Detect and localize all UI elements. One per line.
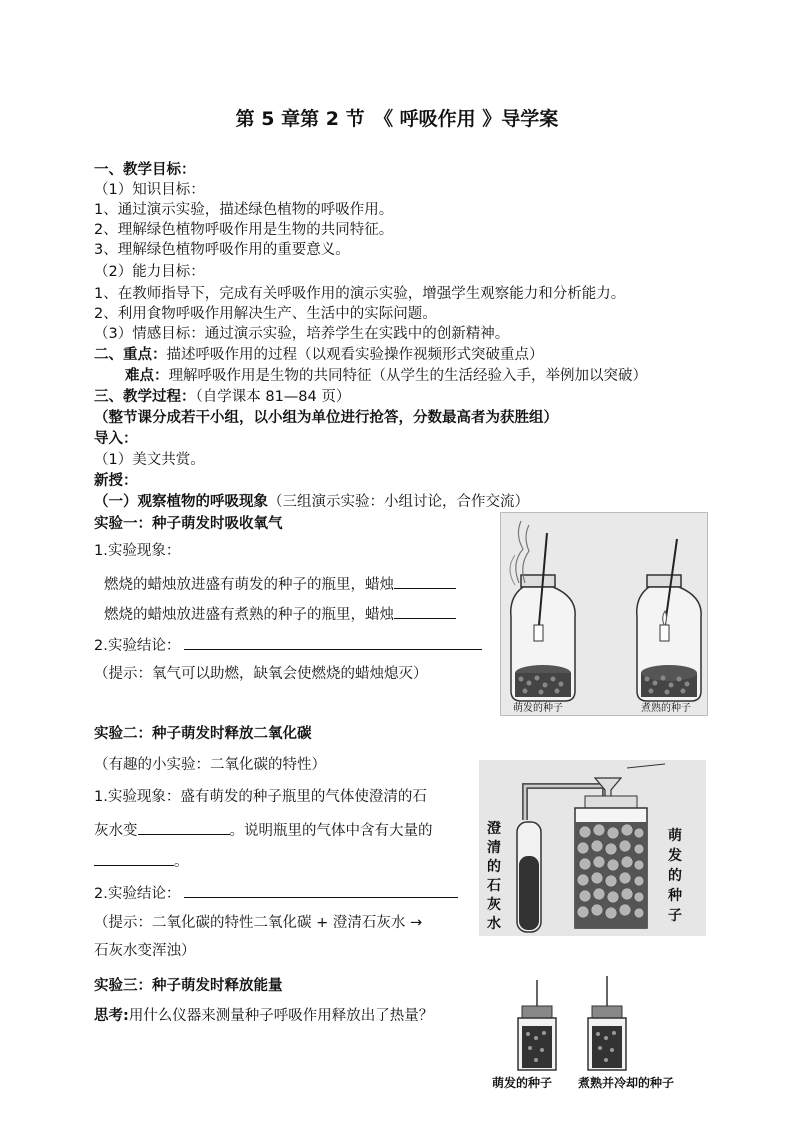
exp1-conclusion-label: 2.实验结论： [94, 638, 181, 654]
teaching-process-label: 三、教学过程： [94, 389, 196, 405]
knowledge-goal-3: 3、理解绿色植物呼吸作用的重要意义。 [94, 242, 350, 258]
jars-candle-illustration [501, 513, 707, 715]
knowledge-goal-2: 2、理解绿色植物呼吸作用是生物的共同特征。 [94, 222, 394, 238]
label-limewater [487, 820, 505, 934]
exp3-caption-left: 萌发的种子 [492, 1076, 553, 1090]
exp2-phenomenon-1: 1.实验现象：盛有萌发的种子瓶里的气体使澄清的石 [94, 789, 427, 805]
exp2-phenomenon-3 [94, 849, 189, 872]
exp1-line1 [104, 572, 456, 595]
jar-germinating [510, 521, 575, 701]
exp2-conclusion-label: 2.实验结论： [94, 886, 181, 902]
key-point [94, 345, 544, 365]
knowledge-goal-label: （1）知识目标： [94, 182, 205, 198]
exp1-answer-blank-1[interactable] [394, 572, 456, 589]
label-char: 子 [668, 908, 682, 924]
label-germinating-seeds [668, 826, 686, 926]
label-char: 种 [668, 888, 682, 904]
exp1-title: 实验一：种子萌发时吸收氧气 [94, 516, 283, 532]
emotion-goal: （3）情感目标：通过演示实验，培养学生在实践中的创新精神。 [94, 326, 510, 342]
group-note: （整节课分成若干小组，以小组为单位进行抢答，分数最高者为获胜组） [94, 410, 558, 426]
section-heading [94, 492, 529, 512]
exp1-line1-text: 燃烧的蜡烛放进盛有萌发的种子的瓶里，蜡烛 [104, 577, 394, 593]
exp2-answer-blank-1[interactable] [138, 818, 230, 835]
objectives-heading: 一、教学目标： [94, 162, 196, 178]
intro-label: 导入： [94, 431, 138, 447]
new-lesson-label: 新授： [94, 473, 138, 489]
exp1-caption-right: 煮熟的种子 [641, 703, 691, 714]
knowledge-goal-1: 1、通过演示实验，描述绿色植物的呼吸作用。 [94, 202, 394, 218]
exp1-caption-left: 萌发的种子 [513, 703, 563, 714]
exp2-text-a: 灰水变 [94, 823, 138, 839]
exp2-conclusion-blank[interactable] [184, 881, 458, 898]
label-char: 清 [487, 840, 501, 856]
flask-boiled [588, 976, 626, 1070]
ability-goal-2: 2、利用食物呼吸作用解决生产、生活中的实际问题。 [94, 306, 437, 322]
label-char: 水 [487, 916, 501, 932]
exp1-line2-text: 燃烧的蜡烛放进盛有煮熟的种子的瓶里，蜡烛 [104, 607, 394, 623]
exp3-figure [486, 976, 698, 1096]
exp1-conclusion-blank[interactable] [184, 633, 482, 650]
exp1-line2 [104, 602, 456, 625]
exp1-hint: （提示：氧气可以助燃，缺氧会使燃烧的蜡烛熄灭） [94, 666, 428, 682]
label-char: 灰 [487, 897, 501, 913]
label-char: 发 [668, 848, 682, 864]
flask-germinating [518, 980, 556, 1070]
ability-goal-1: 1、在教师指导下，完成有关呼吸作用的演示实验，增强学生观察能力和分析能力。 [94, 286, 626, 302]
exp1-conclusion [94, 633, 482, 656]
exp3-think-text: 用什么仪器来测量种子呼吸作用释放出了热量？ [128, 1008, 434, 1024]
exp2-text-b: 。说明瓶里的气体中含有大量的 [229, 823, 433, 839]
ability-goal-label: （2）能力目标： [94, 264, 205, 280]
exp3-title: 实验三：种子萌发时释放能量 [94, 978, 283, 994]
key-point-text: 描述呼吸作用的过程（以观看实验操作视频形式突破重点） [166, 347, 544, 363]
exp2-figure [479, 760, 706, 936]
exp2-hint-1: （提示：二氧化碳的特性二氧化碳 + 澄清石灰水 → [94, 915, 423, 931]
difficult-point [125, 366, 647, 386]
exp1-answer-blank-2[interactable] [394, 602, 456, 619]
key-point-label: 二、重点： [94, 347, 167, 363]
exp2-subtitle: （有趣的小实验：二氧化碳的特性） [94, 757, 326, 773]
exp2-hint-2: 石灰水变浑浊） [94, 943, 196, 959]
intro-item: （1）美文共赏。 [94, 452, 205, 468]
exp2-period: 。 [174, 854, 189, 870]
difficult-point-label: 难点： [125, 368, 169, 384]
difficult-point-text: 理解呼吸作用是生物的共同特征（从学生的生活经验入手，举例加以突破） [168, 368, 647, 384]
teaching-process [94, 387, 350, 407]
page-title: 第 5 章第 2 节 《 呼吸作用 》导学案 [235, 108, 559, 130]
label-char: 的 [668, 868, 682, 884]
exp1-figure [500, 512, 708, 716]
exp2-title: 实验二：种子萌发时释放二氧化碳 [94, 726, 312, 742]
label-char: 石 [487, 878, 501, 894]
label-char: 澄 [487, 821, 501, 837]
label-char: 萌 [668, 828, 682, 844]
teaching-process-text: （自学课本 81—84 页） [195, 389, 351, 405]
exp3-think-label: 思考: [94, 1008, 129, 1024]
section-title: （一）观察植物的呼吸现象 [94, 494, 268, 510]
exp2-phenomenon-2 [94, 818, 433, 841]
section-note: （三组演示实验：小组讨论，合作交流） [268, 494, 529, 510]
exp3-think [94, 1006, 433, 1026]
exp3-caption-right: 煮熟并冷却的种子 [578, 1076, 675, 1090]
jar-boiled [637, 539, 701, 701]
exp2-conclusion [94, 881, 458, 904]
thermos-illustration [486, 976, 698, 1076]
label-char: 的 [487, 859, 501, 875]
exp2-answer-blank-2[interactable] [94, 849, 174, 866]
exp1-phenomenon: 1.实验现象： [94, 543, 181, 559]
